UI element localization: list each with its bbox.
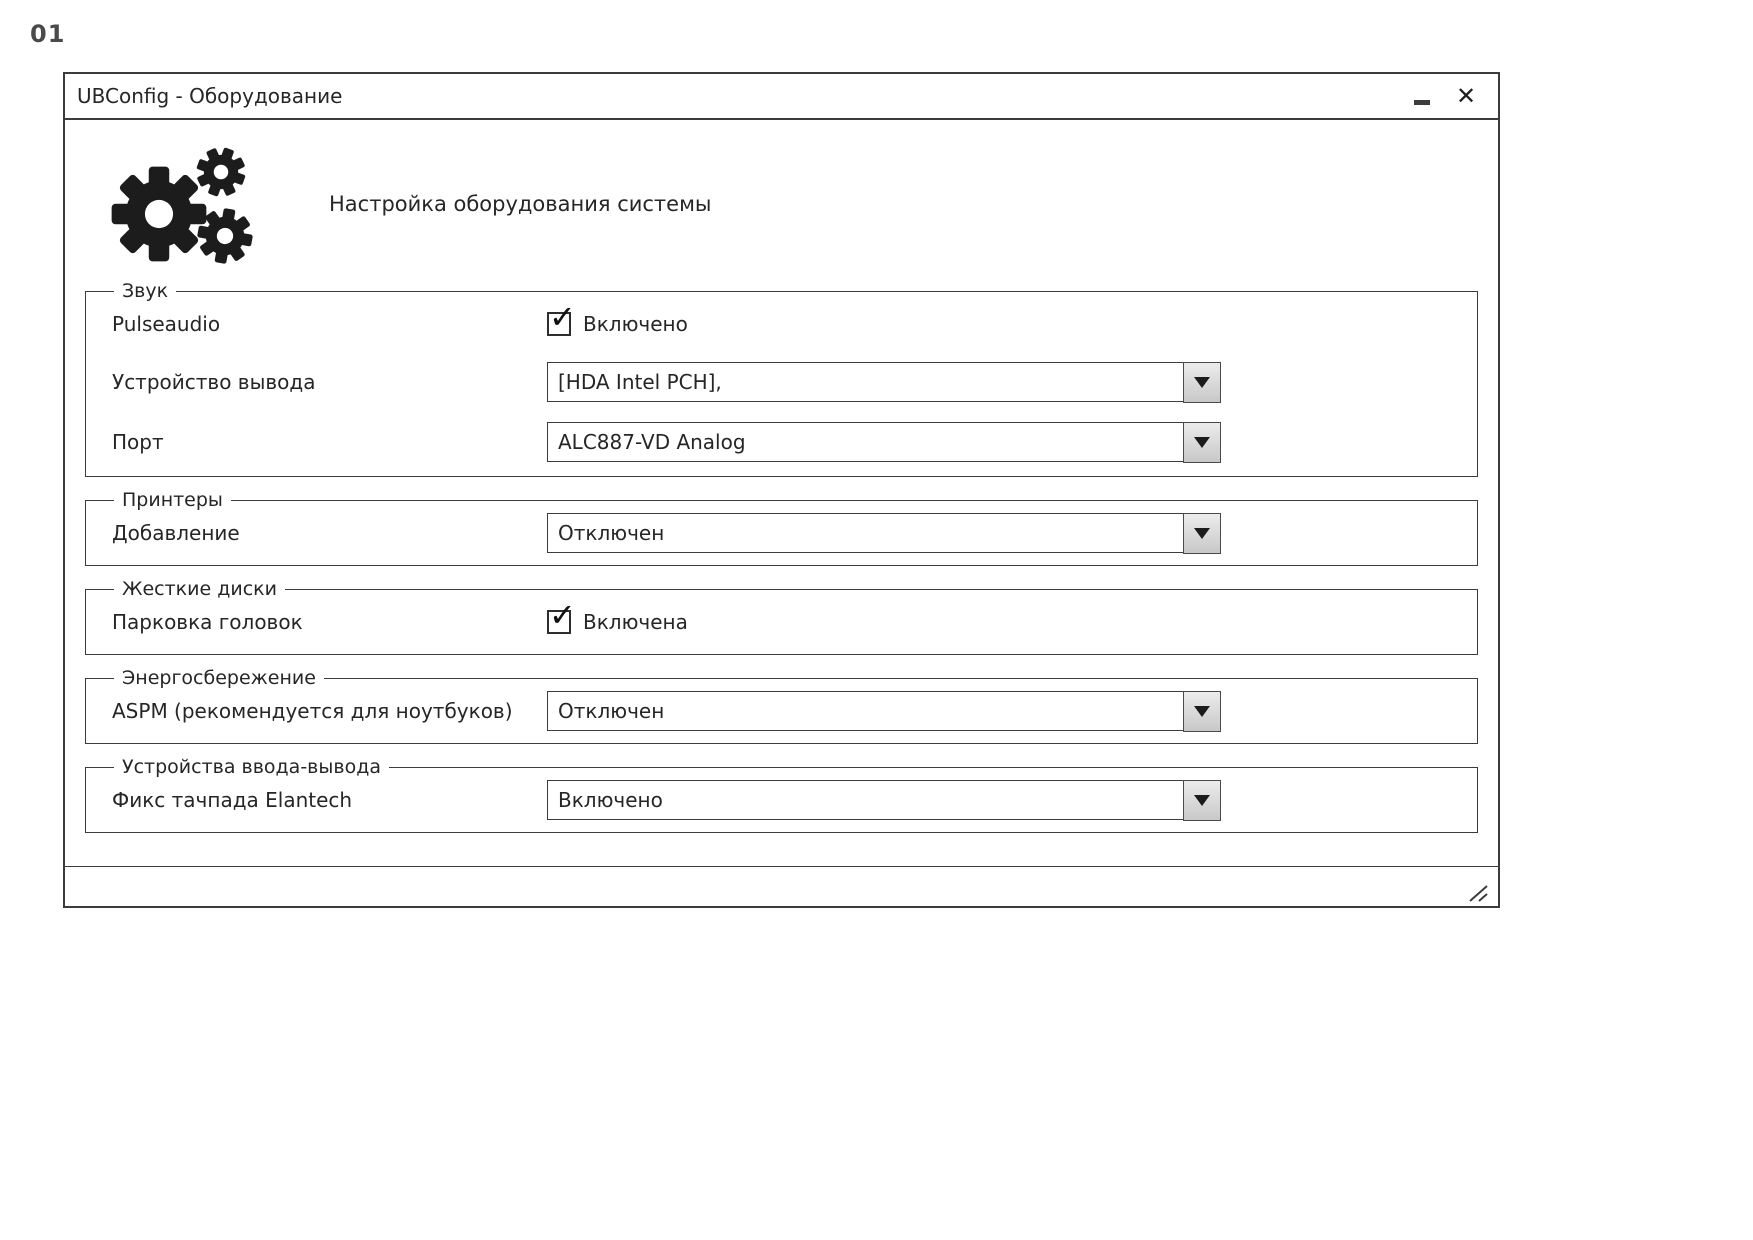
printer-add-dropdown-button[interactable] — [1183, 513, 1221, 554]
port-combobox[interactable] — [547, 422, 1220, 462]
resize-grip[interactable] — [1466, 884, 1490, 902]
checkbox-box — [547, 298, 576, 336]
head-parking-checkbox-label: Включена — [583, 610, 688, 634]
output-device-dropdown-button[interactable] — [1183, 362, 1221, 403]
aspm-value: Отключен — [558, 699, 665, 723]
group-sound-legend: Звук — [122, 280, 169, 302]
status-bar — [65, 866, 1498, 906]
group-io-devices-legend: Устройства ввода-вывода — [122, 756, 381, 778]
label-head-parking: Парковка головок — [112, 610, 303, 634]
group-io-devices — [85, 756, 1478, 833]
gears-icon — [109, 144, 269, 264]
window-content — [65, 120, 1498, 866]
pulseaudio-checkbox[interactable] — [547, 298, 688, 336]
port-value: ALC887-VD Analog — [558, 430, 746, 454]
group-hard-drives-legend: Жесткие диски — [122, 578, 277, 600]
chevron-down-icon — [1194, 706, 1210, 717]
printer-add-value: Отключен — [558, 521, 665, 545]
row-output-device — [112, 360, 1457, 404]
elantech-fix-value: Включено — [558, 788, 663, 812]
label-aspm: ASPM (рекомендуется для ноутбуков) — [112, 699, 513, 723]
label-pulseaudio: Pulseaudio — [112, 312, 221, 336]
pulseaudio-checkbox-label: Включено — [583, 312, 688, 336]
row-aspm — [112, 691, 1457, 731]
printer-add-combobox[interactable] — [547, 513, 1220, 553]
group-printers — [85, 489, 1478, 566]
aspm-dropdown-button[interactable] — [1183, 691, 1221, 732]
elantech-fix-dropdown-button[interactable] — [1183, 780, 1221, 821]
group-sound — [85, 280, 1478, 477]
output-device-combobox[interactable] — [547, 362, 1220, 402]
ubconfig-window — [63, 72, 1500, 908]
checkbox-box — [547, 596, 576, 634]
chevron-down-icon — [1194, 528, 1210, 539]
row-elantech-fix — [112, 780, 1457, 820]
elantech-fix-combobox[interactable] — [547, 780, 1220, 820]
chevron-down-icon — [1194, 795, 1210, 806]
minimize-icon — [1414, 100, 1430, 105]
close-icon: ✕ — [1455, 82, 1477, 110]
check-icon: ✓ — [549, 298, 576, 336]
label-port: Порт — [112, 430, 164, 454]
output-device-value: [HDA Intel PCH], — [558, 370, 722, 394]
page-number: 01 — [30, 20, 66, 48]
title-bar[interactable] — [65, 74, 1498, 120]
group-power-saving-legend: Энергосбережение — [122, 667, 316, 689]
row-printer-add — [112, 513, 1457, 553]
row-port — [112, 420, 1457, 464]
header-row — [109, 144, 1498, 264]
head-parking-checkbox[interactable] — [547, 596, 688, 634]
header-subtitle: Настройка оборудования системы — [329, 192, 712, 216]
group-hard-drives — [85, 578, 1478, 655]
window-title: UBConfig - Оборудование — [77, 84, 343, 108]
minimize-button[interactable] — [1404, 78, 1440, 114]
row-pulseaudio — [112, 298, 1457, 344]
close-button[interactable] — [1448, 78, 1484, 114]
group-printers-legend: Принтеры — [122, 489, 223, 511]
aspm-combobox[interactable] — [547, 691, 1220, 731]
label-output-device: Устройство вывода — [112, 370, 316, 394]
port-dropdown-button[interactable] — [1183, 422, 1221, 463]
chevron-down-icon — [1194, 437, 1210, 448]
group-power-saving — [85, 667, 1478, 744]
label-elantech-fix: Фикс тачпада Elantech — [112, 788, 353, 812]
label-printer-add: Добавление — [112, 521, 240, 545]
chevron-down-icon — [1194, 377, 1210, 388]
row-head-parking — [112, 596, 1457, 642]
check-icon: ✓ — [549, 596, 576, 634]
